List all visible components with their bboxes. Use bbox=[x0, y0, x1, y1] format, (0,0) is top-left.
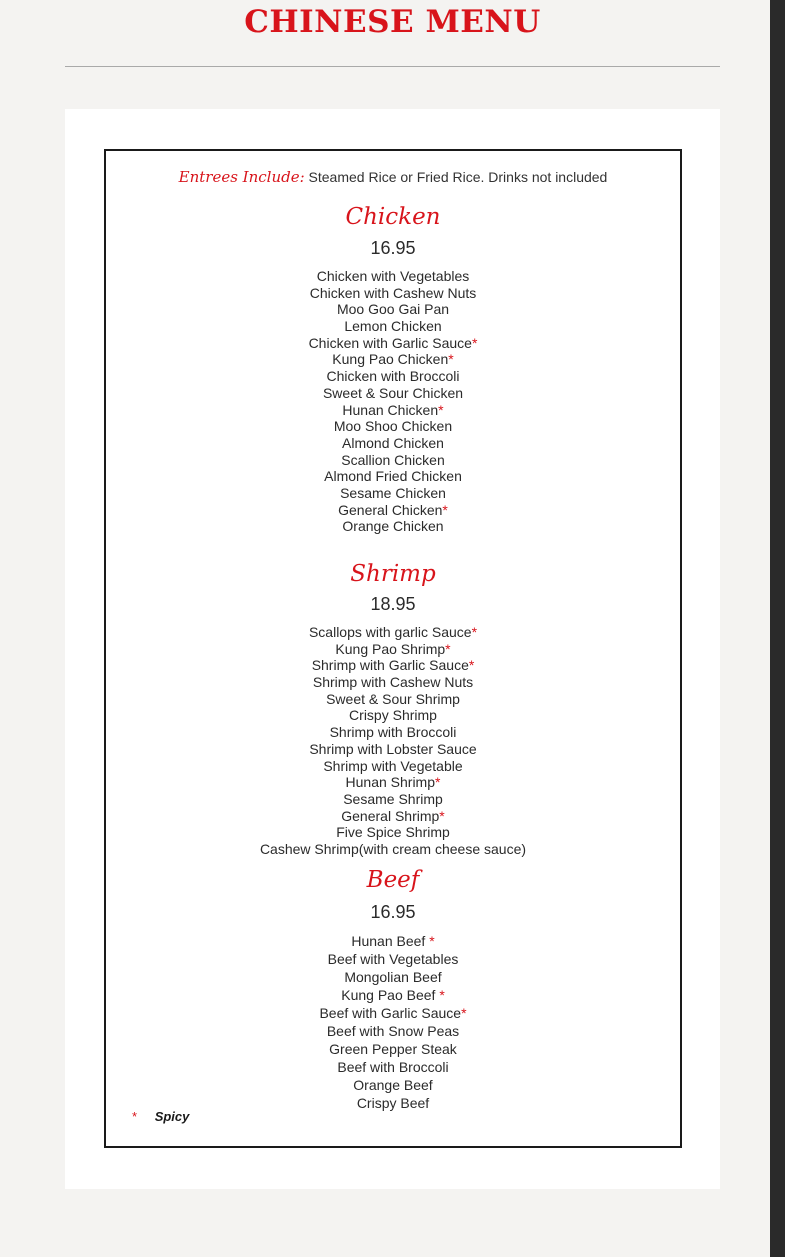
menu-item: Five Spice Shrimp bbox=[336, 824, 450, 841]
menu-item: Shrimp with Lobster Sauce bbox=[309, 740, 477, 757]
menu-item: General Chicken* bbox=[338, 501, 448, 518]
spicy-marker: * bbox=[448, 351, 454, 368]
spicy-marker: * bbox=[468, 657, 475, 674]
menu-item: Shrimp with Broccoli bbox=[329, 724, 457, 741]
category-heading-chicken: Chicken bbox=[345, 204, 441, 230]
menu-item: General Shrimp* bbox=[341, 807, 445, 824]
menu-item: Moo Shoo Chicken bbox=[333, 418, 453, 435]
page-title: CHINESE MENU bbox=[244, 4, 541, 40]
menu-item: Sweet & Sour Shrimp bbox=[326, 690, 460, 707]
menu-item: Shrimp with Cashew Nuts bbox=[312, 674, 474, 691]
category-price-beef: 16.95 bbox=[370, 902, 416, 922]
spicy-marker: * bbox=[471, 624, 478, 640]
menu-item: Sesame Chicken bbox=[340, 484, 446, 501]
menu-item: Shrimp with Garlic Sauce* bbox=[311, 657, 475, 674]
menu-item: Lemon Chicken bbox=[344, 318, 442, 335]
menu-item: Almond Fried Chicken bbox=[324, 468, 462, 485]
spicy-marker: * bbox=[429, 933, 435, 949]
menu-item: Sesame Shrimp bbox=[343, 790, 443, 807]
menu-item: Beef with Vegetables bbox=[327, 951, 459, 967]
menu-item: Orange Chicken bbox=[342, 518, 444, 535]
menu-item: Kung Pao Shrimp* bbox=[335, 640, 451, 657]
menu-item: Green Pepper Steak bbox=[329, 1041, 457, 1057]
category-price-shrimp: 18.95 bbox=[370, 594, 416, 614]
menu-item: Scallion Chicken bbox=[341, 451, 445, 468]
spicy-marker: * bbox=[438, 401, 444, 418]
spicy-marker: * bbox=[471, 334, 478, 351]
spicy-legend-text: Spicy bbox=[154, 1109, 190, 1124]
chicken-items-list bbox=[104, 268, 682, 535]
menu-item: Scallops with garlic Sauce* bbox=[308, 624, 478, 640]
menu-item: Beef with Snow Peas bbox=[326, 1023, 460, 1039]
spicy-marker: * bbox=[445, 640, 451, 657]
menu-item: Chicken with Garlic Sauce* bbox=[308, 334, 478, 351]
menu-item: Shrimp with Vegetable bbox=[323, 757, 463, 774]
spicy-legend-symbol: * bbox=[132, 1109, 138, 1124]
category-price-chicken: 16.95 bbox=[370, 238, 416, 258]
entrees-note-lead: Entrees Include: bbox=[178, 168, 305, 186]
spicy-marker: * bbox=[461, 1005, 467, 1021]
spicy-marker: * bbox=[435, 774, 441, 791]
beef-items-list bbox=[104, 932, 682, 1112]
menu-item: Orange Beef bbox=[353, 1077, 433, 1093]
title-divider bbox=[65, 66, 720, 67]
menu-item: Crispy Shrimp bbox=[349, 707, 437, 724]
menu-item: Sweet & Sour Chicken bbox=[322, 384, 464, 401]
spicy-legend bbox=[132, 1109, 189, 1124]
menu-item: Kung Pao Chicken* bbox=[332, 351, 454, 368]
menu-item: Kung Pao Beef * bbox=[341, 987, 445, 1003]
window-edge-strip bbox=[770, 0, 785, 1257]
menu-item: Almond Chicken bbox=[342, 434, 444, 451]
shrimp-items-list bbox=[104, 624, 682, 858]
menu-item: Crispy Beef bbox=[356, 1095, 430, 1111]
menu-item: Cashew Shrimp(with cream cheese sauce) bbox=[259, 840, 527, 857]
entrees-note bbox=[104, 168, 682, 186]
spicy-marker: * bbox=[439, 807, 445, 824]
spicy-marker: * bbox=[439, 987, 445, 1003]
menu-item: Chicken with Broccoli bbox=[326, 368, 460, 385]
menu-item: Mongolian Beef bbox=[344, 969, 442, 985]
menu-item: Beef with Garlic Sauce* bbox=[319, 1005, 467, 1021]
menu-item: Hunan Shrimp* bbox=[345, 774, 441, 791]
entrees-note-text: Steamed Rice or Fried Rice. Drinks not included bbox=[308, 169, 608, 185]
menu-item: Chicken with Vegetables bbox=[316, 268, 470, 284]
spicy-marker: * bbox=[442, 501, 448, 518]
menu-item: Moo Goo Gai Pan bbox=[336, 301, 450, 318]
menu-item: Hunan Chicken* bbox=[342, 401, 444, 418]
category-heading-beef: Beef bbox=[366, 867, 420, 893]
menu-item: Beef with Broccoli bbox=[337, 1059, 449, 1075]
menu-item: Chicken with Cashew Nuts bbox=[309, 284, 477, 301]
menu-item: Hunan Beef * bbox=[351, 933, 435, 949]
category-heading-shrimp: Shrimp bbox=[350, 561, 436, 587]
